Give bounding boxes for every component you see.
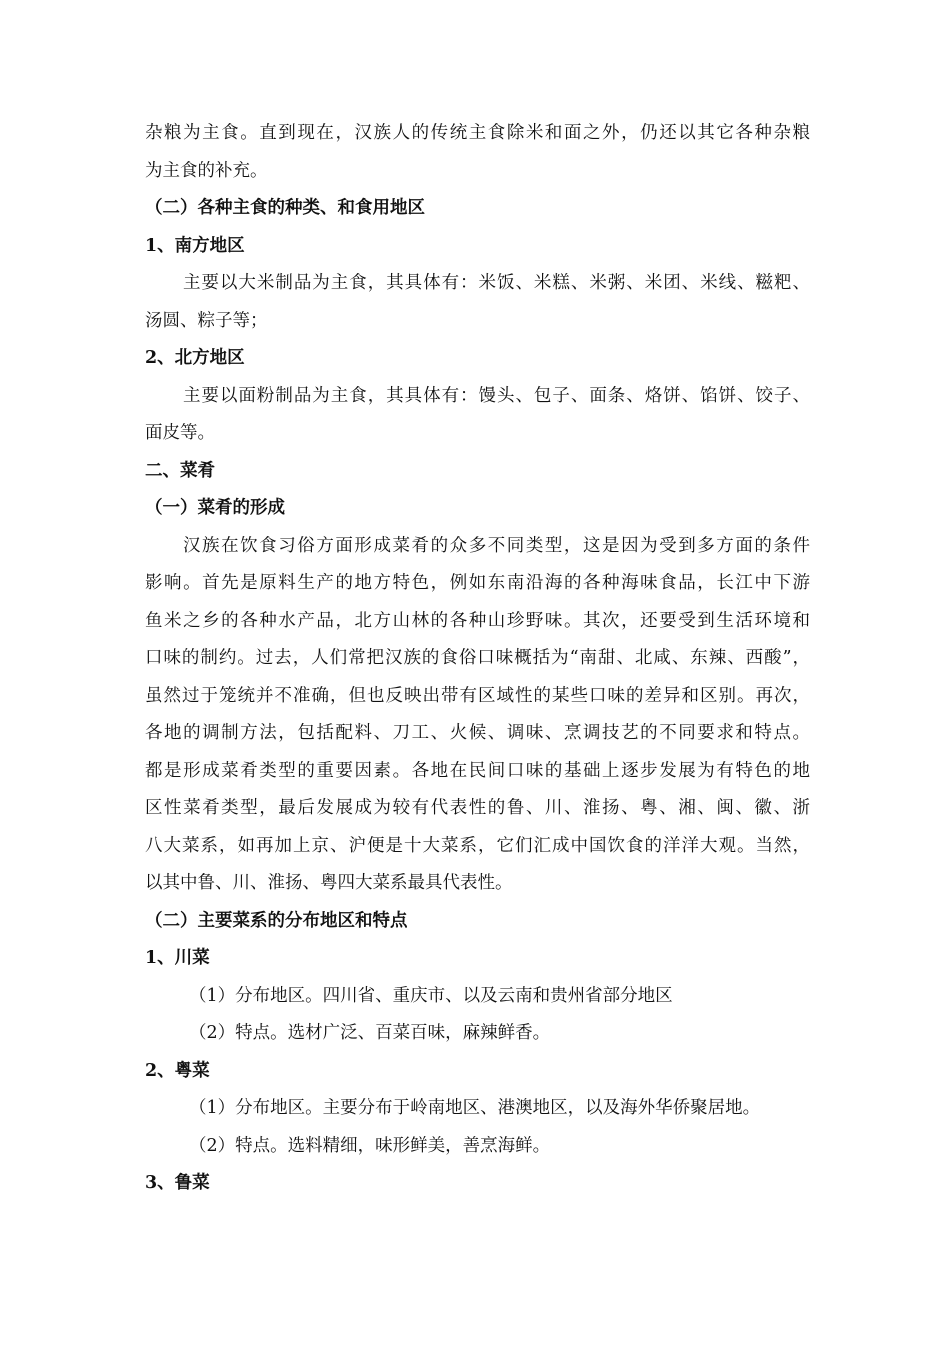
subsection-heading: 1、南方地区 [145,235,245,256]
body-line: 鱼米之乡的各种水产品，北方山林的各种山珍野味。其次，还要受到生活环境和 [145,610,810,631]
subsection-heading: 3、鲁菜 [145,1173,210,1193]
paragraph-first-line: 汉族在饮食习俗方面形成菜肴的众多不同类型，这是因为受到多方面的条件 [183,535,810,556]
subsection-heading: 2、北方地区 [145,348,245,368]
section-heading: （一）菜肴的形成 [145,498,285,518]
document-body [145,115,810,1203]
body-line: 影响。首先是原料生产的地方特色，例如东南沿海的各种海味食品，长江中下游 [145,573,810,593]
body-line: 虽然过于笼统并不准确，但也反映出带有区域性的某些口味的差异和区别。再次， [145,685,810,706]
body-line: 口味的制约。过去，人们常把汉族的食俗口味概括为“南甜、北咸、东辣、西酸”， [145,648,810,668]
chapter-heading: 二、菜肴 [145,460,215,481]
paragraph-first-line: 主要以面粉制品为主食，其具体有：馒头、包子、面条、烙饼、馅饼、饺子、 [183,385,810,406]
subsection-heading: 1、川菜 [145,948,210,968]
body-line: 八大菜系，如再加上京、沪便是十大菜系，它们汇成中国饮食的洋洋大观。当然， [145,835,810,856]
body-line: 都是形成菜肴类型的重要因素。各地在民间口味的基础上逐步发展为有特色的地 [145,760,810,781]
list-item: （2）特点。选料精细，味形鲜美，善烹海鲜。 [189,1135,551,1156]
body-line: 面皮等。 [145,423,215,443]
list-item: （2）特点。选材广泛、百菜百味，麻辣鲜香。 [189,1023,551,1043]
body-line: 各地的调制方法，包括配料、刀工、火候、调味、烹调技艺的不同要求和特点。 [145,723,810,743]
list-item: （1）分布地区。四川省、重庆市、以及云南和贵州省部分地区 [189,985,673,1006]
paragraph-first-line: 主要以大米制品为主食，其具体有：米饭、米糕、米粥、米团、米线、糍粑、 [183,273,810,293]
body-line: 为主食的补充。 [145,160,268,181]
body-line: 杂粮为主食。直到现在，汉族人的传统主食除米和面之外，仍还以其它各种杂粮 [145,123,810,143]
section-heading: （二）各种主食的种类、和食用地区 [145,198,425,218]
section-heading: （二）主要菜系的分布地区和特点 [145,910,408,931]
body-line: 汤圆、粽子等； [145,310,268,331]
subsection-heading: 2、粤菜 [145,1060,210,1081]
body-line: 以其中鲁、川、淮扬、粤四大菜系最具代表性。 [145,873,513,893]
list-item: （1）分布地区。主要分布于岭南地区、港澳地区，以及海外华侨聚居地。 [189,1098,761,1118]
body-line: 区性菜肴类型，最后发展成为较有代表性的鲁、川、淮扬、粤、湘、闽、徽、浙 [145,798,810,818]
